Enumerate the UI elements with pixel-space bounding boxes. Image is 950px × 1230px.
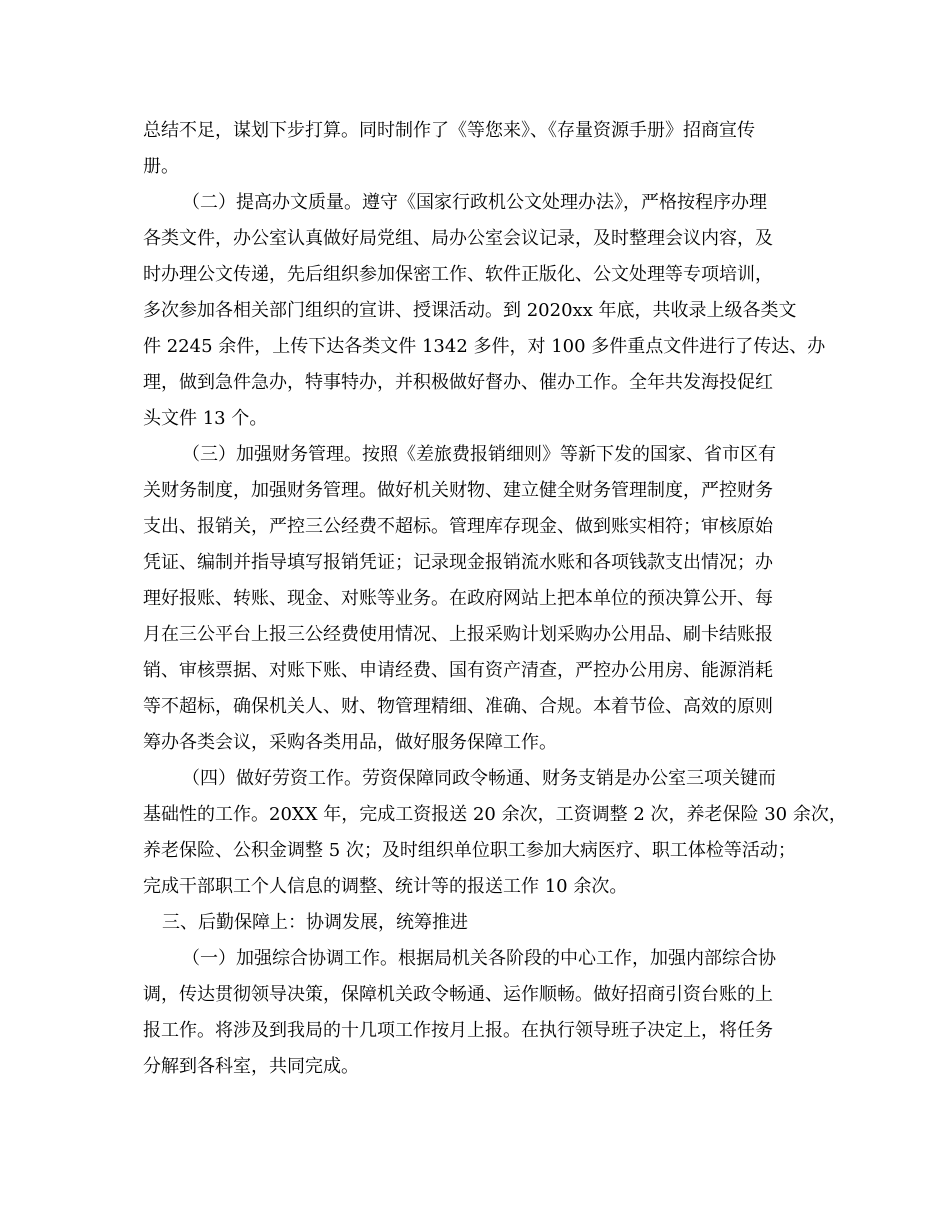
text-line: 月在三公平台上报三公经费使用情况、上报采购计划采购办公用品、刷卡结账报 — [143, 624, 773, 645]
text-line: 销、审核票据、对账下账、申请经费、国有资产清查，严控办公用房、能源消耗 — [143, 660, 773, 681]
paragraph-heading-4: （四）做好劳资工作。劳资保障同政令畅通、财务支销是办公室三项关键而 — [182, 768, 776, 789]
text-line: 关财务制度，加强财务管理。做好机关财物、建立健全财务管理制度，严控财务 — [143, 480, 773, 501]
text-line: 支出、报销关，严控三公经费不超标。管理库存现金、做到账实相符；审核原始 — [143, 516, 773, 537]
text-line: 时办理公文传递，先后组织参加保密工作、软件正版化、公文处理等专项培训， — [143, 264, 773, 285]
text-line: 养老保险、公积金调整 5 次；及时组织单位职工参加大病医疗、职工体检等活动； — [143, 840, 796, 861]
text-line: 册。 — [143, 156, 179, 177]
text-line: 头文件 13 个。 — [143, 408, 268, 429]
text-line: 各类文件，办公室认真做好局党组、局办公室会议记录，及时整理会议内容，及 — [143, 228, 773, 249]
text-line: 理好报账、转账、现金、对账等业务。在政府网站上把本单位的预决算公开、每 — [143, 588, 773, 609]
paragraph-heading-2: （二）提高办文质量。遵守《国家行政机公文处理办法》，严格按程序办理 — [182, 192, 767, 213]
paragraph-heading-3: （三）加强财务管理。按照《差旅费报销细则》等新下发的国家、省市区有 — [182, 444, 776, 465]
text-line: 分解到各科室，共同完成。 — [143, 1056, 359, 1077]
text-line: 等不超标，确保机关人、财、物管理精细、准确、合规。本着节俭、高效的原则 — [143, 696, 773, 717]
text-line: 多次参加各相关部门组织的宣讲、授课活动。到 2020xx 年底，共收录上级各类文 — [143, 300, 797, 321]
text-line: 完成干部职工个人信息的调整、统计等的报送工作 10 余次。 — [143, 876, 628, 897]
text-line: 基础性的工作。20XX 年，完成工资报送 20 余次，工资调整 2 次，养老保险 30 余次， — [143, 804, 847, 825]
text-line: 件 2245 余件，上传下达各类文件 1342 多件，对 100 多件重点文件进行了传达、办 — [143, 336, 826, 357]
paragraph-heading-1: （一）加强综合协调工作。根据局机关各阶段的中心工作，加强内部综合协 — [182, 948, 776, 969]
text-line: 筹办各类会议，采购各类用品，做好服务保障工作。 — [143, 732, 557, 753]
text-line: 理，做到急件急办，特事特办，并积极做好督办、催办工作。全年共发海投促红 — [143, 372, 773, 393]
text-line: 调，传达贯彻领导决策，保障机关政令畅通、运作顺畅。做好招商引资台账的上 — [143, 984, 773, 1005]
text-line: 凭证、编制并指导填写报销凭证；记录现金报销流水账和各项钱款支出情况；办 — [143, 552, 773, 573]
section-heading: 三、后勤保障上：协调发展，统筹推进 — [162, 912, 468, 933]
text-line: 总结不足，谋划下步打算。同时制作了《等您来》、《存量资源手册》招商宣传 — [143, 120, 755, 141]
text-line: 报工作。将涉及到我局的十几项工作按月上报。在执行领导班子决定上，将任务 — [143, 1020, 773, 1041]
